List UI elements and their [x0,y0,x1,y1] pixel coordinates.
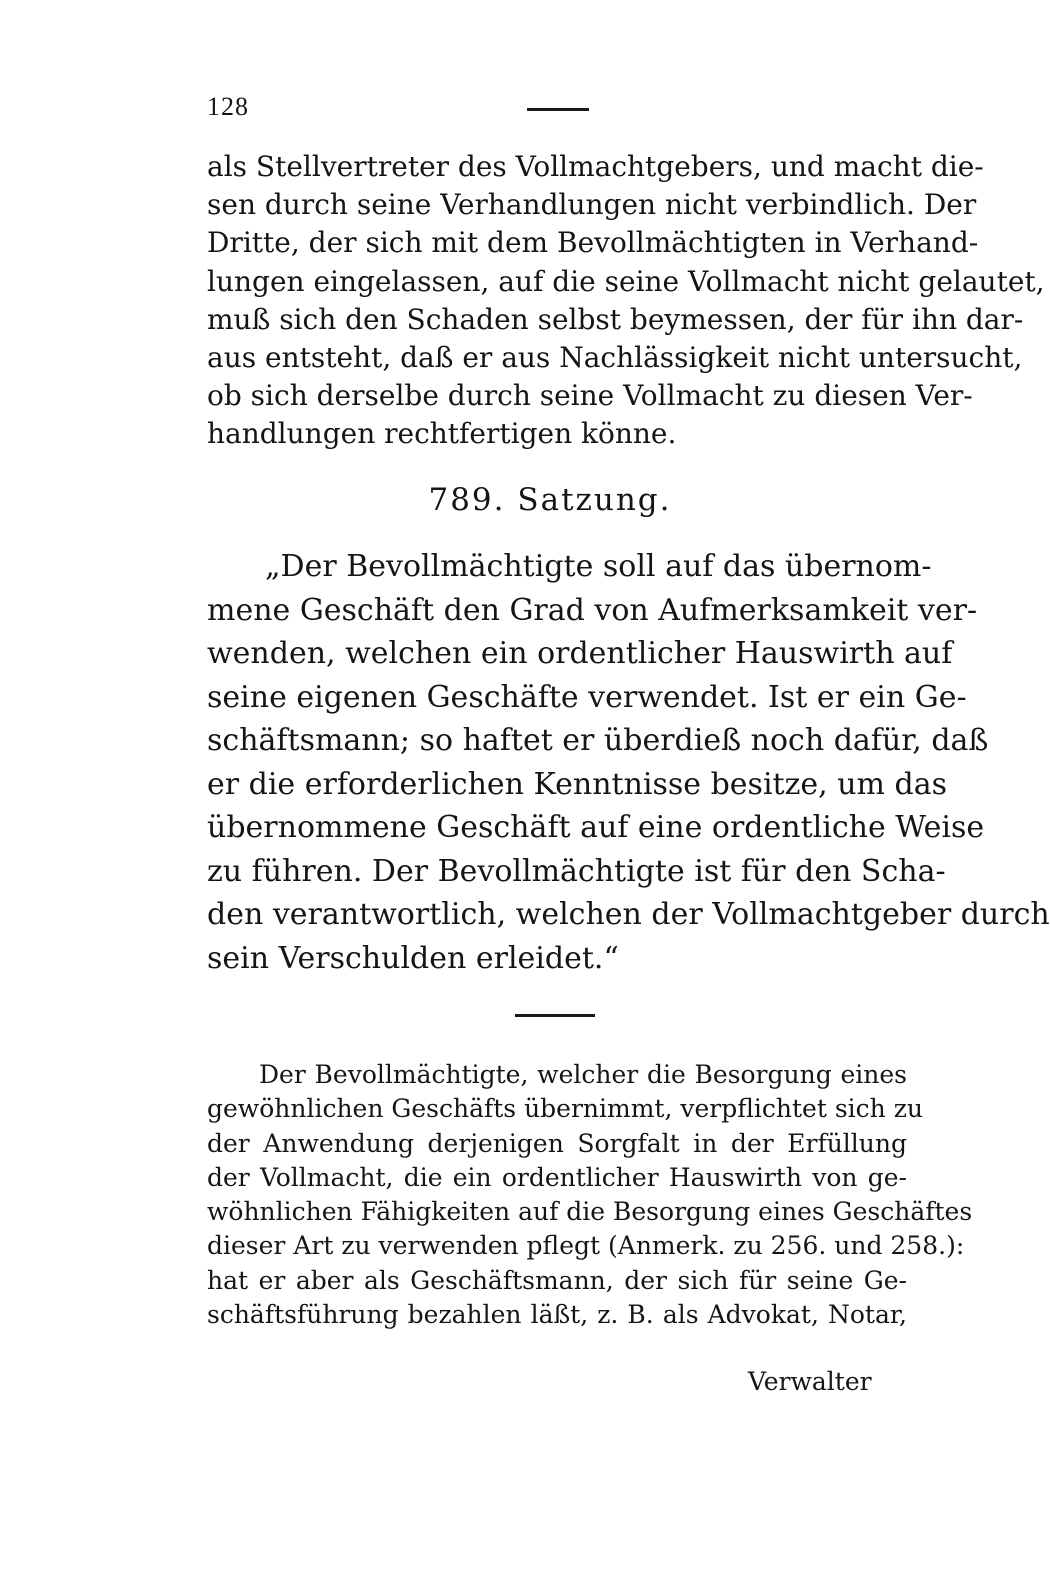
catchword: Verwalter [748,1367,872,1396]
text-line: übernommene Geschäft auf eine ordentliche Weise [207,810,985,845]
section-heading: 789. Satzung. [428,482,672,518]
text-line: dieser Art zu verwenden pflegt (Anmerk. zu 256. und 258.): [207,1231,965,1261]
text-line: zu führen. Der Bevollmächtigte ist für den Scha- [207,853,946,889]
text-line: ob sich derselbe durch seine Vollmacht zu diesen Ver- [207,379,973,413]
text-line: „Der Bevollmächtigte soll auf das übernom- [265,549,932,584]
text-line: als Stellvertreter des Vollmachtgebers, und macht die- [207,150,984,183]
text-line: er die erforderlichen Kenntnisse besitze, um das [207,766,948,802]
text-line: muß sich den Schaden selbst beymessen, der für ihn dar- [207,302,1024,336]
commentary-paragraph [207,1058,973,1332]
header-rule [527,108,589,111]
text-line: seine eigenen Geschäfte verwendet. Ist er ein Ge- [207,679,967,715]
paragraph-continuation [207,148,1045,454]
page-number: 128 [207,92,249,121]
text-line: wenden, welchen ein ordentlicher Hauswirth auf [207,636,953,671]
text-line: gewöhnlichen Geschäfts übernimmt, verpflichtet sich zu [207,1094,923,1124]
text-line: sein Verschulden erleidet.“ [207,940,619,976]
statute-quote [207,545,1050,980]
text-line: schäftsführung bezahlen läßt, z. B. als Advokat, Notar, [207,1300,907,1330]
text-line: mene Geschäft den Grad von Aufmerksamkeit ver- [207,592,978,628]
text-line: handlungen rechtfertigen könne. [207,417,677,451]
text-line: lungen eingelassen, auf die seine Vollmacht nicht gelautet, [207,264,1045,298]
section-divider [515,1014,595,1017]
page-header [207,92,607,126]
text-line: den verantwortlich, welchen der Vollmachtgeber durch [207,897,1050,932]
text-line: Dritte, der sich mit dem Bevollmächtigten in Verhand- [207,226,979,260]
text-line: hat er aber als Geschäftsmann, der sich für seine Ge- [207,1265,907,1295]
text-line: aus entsteht, daß er aus Nachlässigkeit nicht untersucht, [207,341,1023,375]
text-line: der Anwendung derjenigen Sorgfalt in der Erfüllung [207,1128,907,1158]
text-line: wöhnlichen Fähigkeiten auf die Besorgung eines Geschäftes [207,1197,973,1227]
text-line: der Vollmacht, die ein ordentlicher Hauswirth von ge- [207,1162,907,1192]
text-line: schäftsmann; so haftet er überdieß noch dafür, daß [207,723,989,758]
text-line: Der Bevollmächtigte, welcher die Besorgung eines [259,1060,907,1089]
text-line: sen durch seine Verhandlungen nicht verbindlich. Der [207,188,977,222]
